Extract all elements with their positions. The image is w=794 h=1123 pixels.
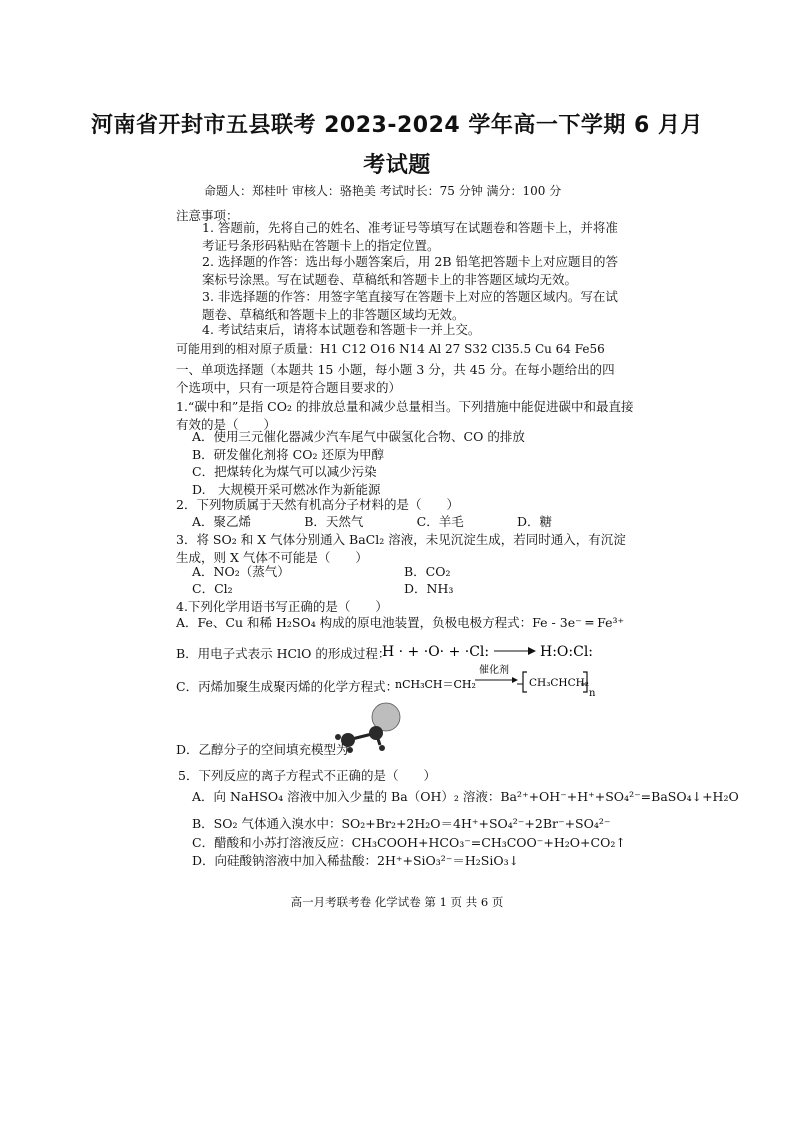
propene-reactant: nCH₃CH＝CH₂ (395, 678, 476, 691)
question-2-stem: 2．下列物质属于天然有机高分子材料的是（ ） (176, 497, 459, 512)
question-3-option-d: D．NH₃ (404, 581, 454, 596)
question-2-option-a: A．聚乙烯 (192, 514, 252, 529)
question-1-option-c: C．把煤转化为煤气可以减少污染 (192, 464, 377, 479)
question-2-option-c: C．羊毛 (416, 514, 464, 529)
question-3-option-b: B．CO₂ (404, 564, 451, 579)
question-4-option-a: A．Fe、Cu 和稀 H₂SO₄ 构成的原电池装置，负极电极方程式：Fe - 3e⁻ ═ Fe³⁺ (176, 615, 625, 630)
question-1-stem: 1.“碳中和”是指 CO₂ 的排放总量和减少总量相当。下列措施中能促进碳中和最直接有效的是（ ） (176, 399, 634, 432)
question-2-options (192, 513, 552, 531)
section-heading: 一、单项选择题（本题共 15 小题，每小题 3 分，共 45 分。在每小题给出的四个选项中，只有一项是符合题目要求的） (176, 362, 615, 395)
catalyst-label: 催化剂 (479, 665, 509, 676)
notice-item-2: 2. 选择题的作答：选出每小题答案后，用 2B 铅笔把答题卡上对应题目的答案标号涂黑。写在试题卷、草稿纸和答题卡上的非答题区域均无效。 (202, 254, 618, 287)
hclo-reactants: H · + ·O· + ·Cl: (382, 644, 490, 660)
reaction-arrow-head (512, 677, 518, 683)
notice-item-1: 1. 答题前，先将自己的姓名、准考证号等填写在试题卷和答题卡上，并将准考证号条形码粘贴在答题卡上的指定位置。 (202, 220, 618, 253)
hclo-product: H:O:Cl: (540, 644, 594, 660)
atomic-masses: 可能用到的相对原子质量：H1 C12 O16 N14 Al 27 S32 Cl35.5 Cu 64 Fe56 (176, 342, 605, 356)
carbon-atom-ball (369, 726, 383, 740)
polypropylene-unit: CH₃CHCH₂ (529, 677, 589, 689)
reaction-arrow-head (528, 647, 536, 655)
question-1-option-b: B．研发催化剂将 CO₂ 还原为甲醇 (192, 447, 384, 462)
question-5-option-c: C．醋酸和小苏打溶液反应：CH₃COOH+HCO₃⁻=CH₃COO⁻+H₂O+CO₂↑ (192, 835, 626, 850)
left-bracket (523, 672, 527, 692)
question-4-option-d: D．乙醇分子的空间填充模型为 (176, 742, 349, 757)
hydrogen-atom-ball (335, 734, 341, 740)
question-5-option-a: A．向 NaHSO₄ 溶液中加入少量的 Ba（OH）₂ 溶液：Ba²⁺+OH⁻+H⁺+SO₄²⁻=BaSO₄↓+H₂O (192, 789, 739, 804)
question-5-option-d: D．向硅酸钠溶液中加入稀盐酸：2H⁺+SiO₃²⁻＝H₂SiO₃↓ (192, 853, 520, 868)
polymer-n: n (589, 688, 596, 698)
question-2-option-d: D．糖 (516, 514, 552, 529)
question-3-option-a: A．NO₂（蒸气） (192, 564, 290, 579)
question-4-stem: 4.下列化学用语书写正确的是（ ） (176, 599, 388, 614)
question-5-stem: 5．下列反应的离子方程式不正确的是（ ） (178, 768, 436, 783)
exam-title-line2: 考试题 (363, 153, 431, 178)
exam-title-line1: 河南省开封市五县联考 2023-2024 学年高一下学期 6 月月 (90, 113, 704, 138)
question-2-option-b: B．天然气 (304, 514, 364, 529)
question-1-option-a: A．使用三元催化器减少汽车尾气中碳氢化合物、CO 的排放 (192, 429, 525, 444)
polymerization-equation (395, 664, 605, 698)
question-3-option-c: C．Cl₂ (192, 581, 233, 596)
exam-meta: 命题人：郑桂叶 审核人：骆艳美 考试时长：75 分钟 满分：100 分 (204, 184, 562, 198)
question-3-stem: 3．将 SO₂ 和 X 气体分别通入 BaCl₂ 溶液，未见沉淀生成，若同时通入，有沉淀生成，则 X 气体不可能是（ ） (176, 532, 626, 565)
question-4-option-b: B．用电子式表示 HClO 的形成过程： (176, 646, 391, 661)
page-footer: 高一月考联考卷 化学试卷 第 1 页 共 6 页 (290, 895, 504, 909)
question-5-option-b: B．SO₂ 气体通入溴水中：SO₂+Br₂+2H₂O＝4H⁺+SO₄²⁻+2Br⁻+SO₄²⁻ (192, 816, 611, 831)
hydrogen-atom-ball (379, 745, 385, 751)
question-1-option-d: D. 大规模开采可燃冰作为新能源 (192, 482, 381, 497)
notice-item-4: 4. 考试结束后，请将本试题卷和答题卡一并上交。 (202, 322, 481, 337)
notice-item-3: 3. 非选择题的作答：用签字笔直接写在答题卡上对应的答题区域内。写在试题卷、草稿纸和答题卡上的非答题区域均无效。 (202, 289, 618, 322)
notice-heading: 注意事项： (176, 208, 239, 223)
question-4-option-c: C．丙烯加聚生成聚丙烯的化学方程式： (176, 679, 399, 694)
